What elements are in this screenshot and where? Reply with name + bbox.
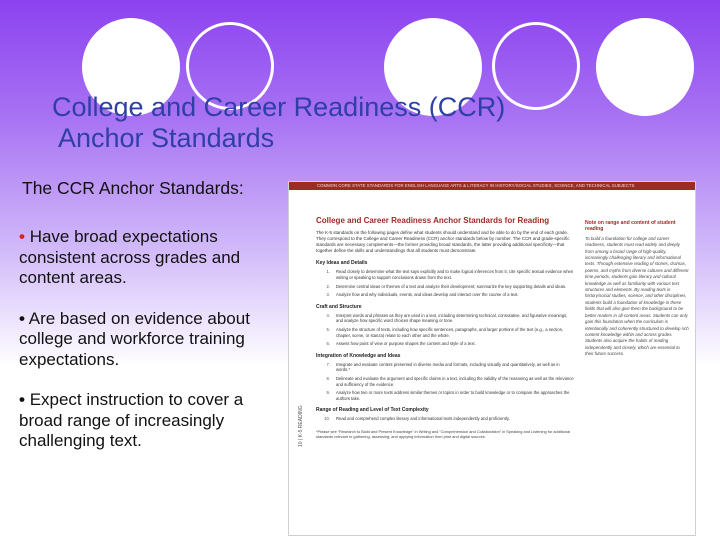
section-heading: Craft and Structure — [316, 303, 362, 310]
standard-text: Analyze the structure of texts, including how specific sentences, paragraphs, and larger portions of the text (e.g., a section, chapter, scene, or stanza) relate to each other and the whole. — [336, 326, 564, 338]
section-key-ideas — [316, 260, 574, 297]
document-side-label: 10 | K-5 READING — [298, 405, 304, 447]
document-image — [288, 181, 696, 536]
document-header: COMMON CORE STATE STANDARDS FOR ENGLISH LANGUAGE ARTS & LITERACY IN HISTORY/SOCIAL STUDIES, SCIENCE, AND TECHNICAL SUBJECTS — [289, 182, 695, 190]
section-range-of-reading — [316, 407, 574, 422]
standard-text: Integrate and evaluate content presented in diverse media and formats, including visually and quantitatively, as well as in words.* — [336, 361, 560, 373]
bullet-marker: • — [19, 390, 25, 409]
standard-number: 3. — [326, 292, 330, 298]
slide-title-line2: Anchor Standards — [58, 123, 275, 153]
standard-number: 9. — [326, 390, 330, 396]
standard-number: 5. — [326, 326, 330, 332]
intro-text: The CCR Anchor Standards: — [22, 178, 244, 198]
note-body: To build a foundation for college and career readiness, students must read widely and deeply from among a broad range of high-quality, increasingly challenging literary and informational texts. Through extensive reading of stories, dramas, poems, and myths from diverse cultures and different time periods, students gain literary and cultural knowledge as well as familiarity with various text structures and elements. By reading texts in history/social studies, science, and other disciplines, students build a foundation of knowledge in these fields that will also give them the background to be better readers in all content areas. Students can only gain this foundation when the curriculum is intentionally and coherently structured to develop rich content knowledge within and across grades. Students also acquire the habits of reading independently and closely, which are essential to their future success. — [585, 235, 689, 357]
standard-item — [316, 284, 574, 290]
standard-number: 4. — [326, 312, 330, 318]
document-footnote: *Please see “Research to Build and Present Knowledge” in Writing and “Comprehension and Collaboration” in Speaking and Listening for additional standards relevant to gathering, assessing, and applying information from print and digital sources. — [316, 428, 571, 440]
section-integration — [316, 353, 574, 402]
standard-item — [316, 313, 574, 324]
standard-text: Interpret words and phrases as they are used in a text, including determining technical, connotative, and figurative meanings, and analyze how specific word choices shape meaning or tone. — [336, 312, 568, 324]
standard-item — [316, 341, 574, 347]
standard-number: 7. — [326, 361, 330, 367]
standard-text: Analyze how and why individuals, events, and ideas develop and interact over the course of a text. — [336, 292, 519, 298]
standard-item — [316, 327, 574, 338]
standard-text: Read closely to determine what the text says explicitly and to make logical inferences from it; cite specific textual evidence when writing or speaking to support conclusions drawn from the text. — [336, 269, 574, 280]
standard-item — [316, 416, 574, 422]
standard-text: Assess how point of view or purpose shapes the content and style of a text. — [336, 341, 476, 347]
standard-number: 10. — [324, 416, 330, 422]
bullet-item — [19, 309, 281, 371]
section-heading: Integration of Knowledge and Ideas — [316, 352, 401, 359]
bullet-list — [19, 227, 281, 472]
bullet-marker: • — [19, 227, 25, 246]
standard-number: 6. — [326, 341, 330, 347]
document-sidebar-note — [585, 220, 689, 358]
note-heading: Note on range and content of student reading — [585, 220, 676, 233]
standard-item — [316, 390, 574, 401]
bullet-text: Are based on evidence about college and workforce training expectations. — [19, 308, 250, 369]
bullet-item — [19, 227, 281, 289]
document-title: College and Career Readiness Anchor Standards for Reading — [316, 216, 550, 225]
standard-text: Read and comprehend complex literary and informational texts independently and proficiently. — [336, 416, 510, 422]
standard-item — [316, 292, 574, 298]
bullet-text: Have broad expectations consistent across grades and content areas. — [19, 227, 241, 287]
document-intro: The K-5 standards on the following pages define what students should understand and be able to do by the end of each grade. They correspond to the College and Career Readiness (CCR) anchor standards below by number. The CCR and grade-specific standards are necessary complements—the former providing broad standards, the latter providing additional specificity—that together define the skills and understandings that all students must demonstrate. — [316, 230, 570, 254]
standard-item — [316, 362, 574, 373]
standard-text: Analyze how two or more texts address similar themes or topics in order to build knowledge or to compare the approaches the authors take. — [336, 390, 570, 401]
slide-title — [52, 92, 612, 154]
standard-number: 8. — [326, 375, 330, 381]
section-heading: Range of Reading and Level of Text Complexity — [316, 407, 429, 414]
bullet-item — [19, 390, 281, 452]
standard-number: 1. — [326, 269, 330, 275]
section-heading: Key Ideas and Details — [316, 260, 368, 267]
bullet-text: Expect instruction to cover a broad range of increasingly challenging text. — [19, 390, 244, 450]
section-craft-structure — [316, 304, 574, 347]
slide-title-line1: College and Career Readiness (CCR) — [52, 92, 506, 122]
bullet-marker: • — [19, 308, 25, 328]
standard-item — [316, 376, 574, 387]
standard-text: Delineate and evaluate the argument and specific claims in a text, including the validity of the reasoning as well as the relevance and sufficiency of the evidence. — [336, 375, 574, 387]
standard-number: 2. — [326, 283, 330, 289]
document-main — [316, 216, 574, 443]
standard-item — [316, 269, 574, 280]
standard-text: Determine central ideas or themes of a text and analyze their development; summarize the key supporting details and ideas. — [336, 283, 567, 289]
